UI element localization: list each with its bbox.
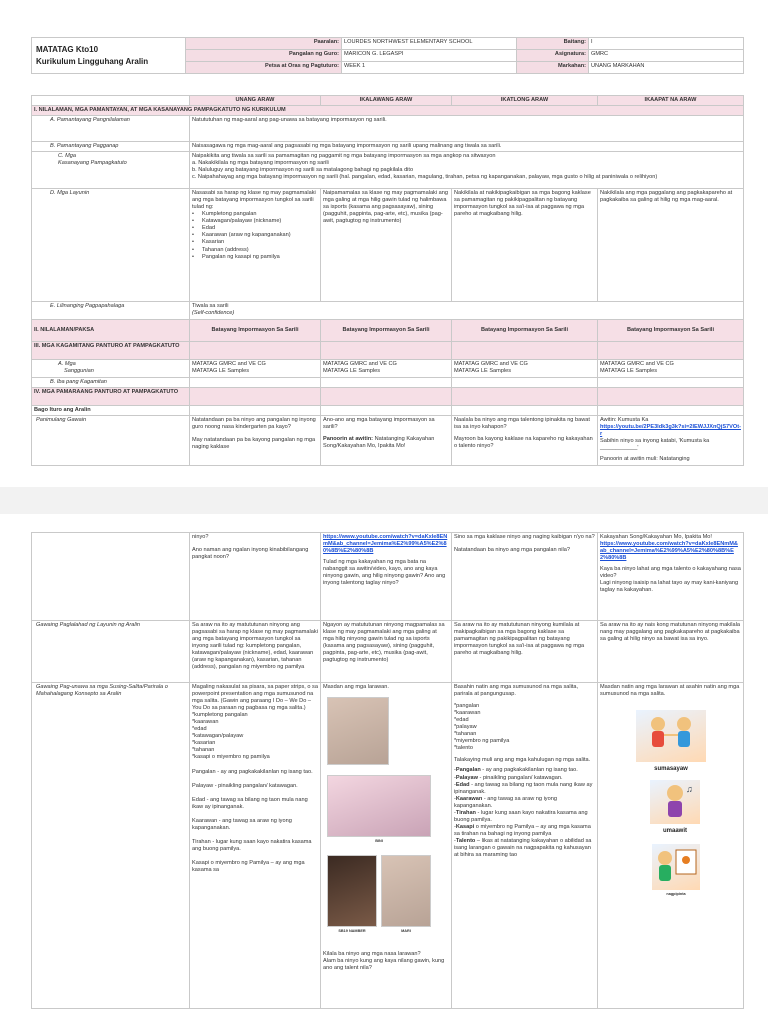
panimula-cont-day-1 bbox=[190, 533, 321, 621]
panimula-cont-day-3 bbox=[452, 533, 598, 621]
layunin-day-1-intro: Nasasabi sa harap ng klase ng may pagmamalaki ang mga batayang impormasyon tungkol sa sarili tulad ng: bbox=[192, 190, 316, 211]
panimula-day-3 bbox=[452, 416, 598, 465]
title-kurikulum: Kurikulum Lingguhang Aralin bbox=[36, 56, 149, 66]
panimula-day-2 bbox=[321, 416, 452, 465]
col-day-3: IKATLONG ARAW bbox=[452, 96, 598, 106]
paglalahad-day-1: Sa araw na ito ay matututunan ninyong ang pagsasabi sa harap ng klase ng may pagmamalaki ang mga batayang impormasyon tungkol sa inyong sarili tulad ng: kumpletong pangalan, katawagan/palayaw (nickname), edad, kaarawan (araw ng kapanganakan), kasarian, tahanan (address), pangalan ng miyembro ng pamilya bbox=[190, 621, 321, 683]
sanggunian-2: MATATAG LE Samples bbox=[323, 368, 381, 375]
sanggunian-day-1 bbox=[190, 360, 321, 378]
caption-nagpipinta: nagpipinta bbox=[666, 892, 686, 897]
panimula-cont-day-4-b: Kaya ba ninyo lahat ang mga talento o kakayahang nasa video? bbox=[600, 566, 741, 580]
asignatura-value: GMRC bbox=[589, 50, 744, 62]
panimula-day-1-a: Natatandaan pa ba ninyo ang pangalan ng inyong guro noong nasa kindergarten pa kayo? bbox=[192, 417, 316, 431]
list-item: • Tahanan (address) bbox=[192, 247, 318, 254]
panimula-cont-day-2-b: Tulad ng mga kakayahan ng mga bata na nabanggit sa awitin/video, kayo, ano ang kaya ninyong gawin, ang hilig ninyong gawin? Ano ang inyong talentong taglay ninyo? bbox=[323, 559, 446, 587]
definition-text: – likas at natatanging kakayahan o abilidad sa isang larangan o gawain na nagpapakita ng kahusayan at bihira sa maraming tao bbox=[454, 837, 592, 859]
definition-item: -Edad - ang tawag sa bilang ng taon mula nang ikaw ay ipinanganak. bbox=[454, 781, 593, 795]
panimula-cont-day-2 bbox=[321, 533, 452, 621]
pagpapahalaga-line-1: Tiwala sa sarili bbox=[192, 303, 229, 310]
sanggunian-label-2: Sanggunian bbox=[64, 368, 94, 375]
definition-item: -Kaarawan - ang tawag sa araw ng iyong kapanganakan. bbox=[454, 795, 557, 809]
panoorin-text: Natatanging Kakayahan Song/Kakayahan Mo, Ipakita Mo! bbox=[323, 436, 435, 450]
panimula-cont-day-1-b: Ano naman ang ngalan inyong kinabibilangang pangkat noon? bbox=[192, 547, 309, 561]
definition-term: Kasapi bbox=[455, 823, 475, 830]
pamantayang-pangnilalaman-label: A. Pamantayang Pangnilalaman bbox=[32, 116, 190, 142]
pag-unawa-day-4-a: Masdan natin ang mga larawan at asahin natin ang mga sumusunod na mga salita. bbox=[600, 684, 740, 698]
panimula-day-4-b: Sabihin ninyo sa inyong katabi, 'Kumusta ka ____________' bbox=[600, 438, 710, 452]
panimula-day-3-a: Naalala ba ninyo ang mga talentong ipinakita ng bawat isa sa inyo kahapon? bbox=[454, 417, 590, 431]
sanggunian-label-1: A. Mga bbox=[58, 361, 76, 368]
paglalahad-day-3: Sa araw na ito ay matututunan ninyong kumilala at makipagkaibigan sa mga bagong kaklase sa pamamagitan ng pakikipagpalitan ng batayang impormasyon tungkol sa sa'i-isa at paggawa ng mga pareho at magkaibang hilig. bbox=[452, 621, 598, 683]
asignatura-label: Asignatura: bbox=[517, 50, 589, 62]
pag-unawa-day-3-a: Basahin natin ang mga sumusunod na mga salita, parirala at pangungusap. bbox=[454, 684, 579, 698]
pag-unawa-day-3 bbox=[452, 683, 598, 1009]
kasanayan-text: Naipakikita ang tiwala sa sarili sa pamamagitan ng paggamit ng mga batayang impormasyon sa mga angkop na sitwasyon a. Nakakikilala ng mga batayang impormasyon ng sarili b. Naluluguy ang batayang impormasyon ng sarili sa matalagong bahagi ng pagkilala dito c. Naipahahayag ang mga batayang impormasyon ng sarili (hal. pangalan, edad, kasarian, magulang, tirahan, petsa ng kapanganakan, palayaw, mga gusto o hilig at paniniwala o relihiyon) bbox=[190, 152, 744, 189]
kakayahan-video-link-2[interactable]: https://www.youtube.com/watch?v=daKxle8ENmM&ab_channel=Jemima%E2%99%A5%E2%80%8B%E2%80%8B bbox=[600, 541, 738, 562]
layunin-day-3: Nakikilala at nakikipagkaibigan sa mga bagong kaklase sa pamamagitan ng pakikipagpalitan ng batayang impormasyon tungkol sa sa'i-isa at paggawa ng mga pareho at magkaibang hilig. bbox=[452, 189, 598, 302]
sanggunian-day-4 bbox=[598, 360, 744, 378]
pamantayang-pagganap-text: Naisasagawa ng mga mag-aaral ang pagsasabi ng mga batayang impormasyon ng sarili upang malinang ang tiwala sa sarili. bbox=[190, 142, 744, 152]
caption-umaawit: umaawit bbox=[662, 828, 687, 835]
definition-term: Edad bbox=[455, 781, 470, 788]
definition-item: -Tirahan - lugar kung saan kayo nakatira kasama ang buong pamilya. bbox=[454, 809, 588, 823]
list-item: • Edad bbox=[192, 225, 318, 232]
paglalahad-day-4: Sa araw na ito ay nais kong matutunan ninyong makilala nang may paggalang ang pagkakapareho at pagkakaiba sa galing at hilig ninyo sa bawat isa sa inyo. bbox=[598, 621, 744, 683]
pamantayang-pangnilalaman-text: Natututuhan ng mag-aaral ang pag-unawa sa batayang impormasyon ng sarili. bbox=[190, 116, 744, 142]
sanggunian-2: MATATAG LE Samples bbox=[454, 368, 512, 375]
panimula-day-2-a: Ano-ano ang mga batayang impormasyon sa sarili? bbox=[323, 417, 435, 431]
layunin-day-1 bbox=[190, 189, 321, 302]
definition-item: -Pangalan - ay ang pagkakakilanlan ng isang tao. bbox=[454, 767, 578, 774]
paglalahad-day-2: Ngayon ay matututunan ninyong magpamalas sa klase ng may pagmamalaki ang mga galing at mga hilig ninyong gawin tulad ng sa isports (kasama ang pagsasayaw), sining (pagguhit, pagpinta, pag-arte, etc), musika (pag-awit, pagtugtog ng instrumento) bbox=[321, 621, 452, 683]
celebrity-photos bbox=[323, 691, 449, 951]
panimula-cont-day-4 bbox=[598, 533, 744, 621]
pagpapahalaga-text bbox=[190, 302, 744, 320]
definition-term: Talento bbox=[455, 837, 476, 844]
list-item: • Kasarian bbox=[192, 239, 318, 246]
paksa-day-3: Batayang Impormasyon Sa Sarili bbox=[452, 320, 598, 342]
definition-term: Kaarawan bbox=[455, 795, 483, 802]
section-4-heading: IV. MGA PAMARAANG PANTURO AT PAMPAGKATUTO bbox=[32, 388, 190, 406]
layunin-day-1-list bbox=[192, 211, 318, 260]
pag-unawa-day-3-b: Talakaying muli ang ang mga kahulugan ng mga salita. bbox=[454, 757, 591, 764]
caption-sb19: SB19 NAMBER bbox=[338, 929, 366, 934]
pag-unawa-day-3-list: *pangalan *kaarawan *edad *palayaw *tahanan *miyembro ng pamilya *talento bbox=[454, 703, 510, 752]
paglalahad-label: Gawaing Paglalahad ng Layunin ng Aralin bbox=[32, 621, 190, 683]
header-title-cell bbox=[32, 38, 186, 74]
painting-kid-image bbox=[652, 844, 700, 890]
sanggunian-label bbox=[32, 360, 190, 378]
svg-text:♫: ♫ bbox=[686, 784, 693, 795]
iba-pang-kagamitan-label: B. Iba pang Kagamitan bbox=[32, 378, 190, 388]
petsa-label: Petsa at Oras ng Pagtuturo: bbox=[186, 62, 342, 74]
paksa-day-1: Batayang Impormasyon Sa Sarili bbox=[190, 320, 321, 342]
sanggunian-day-3 bbox=[452, 360, 598, 378]
panimula-cont-day-1-a: ninyo? bbox=[192, 534, 209, 540]
section-3-heading: III. MGA KAGAMITANG PANTURO AT PAMPAGKATUTO bbox=[32, 342, 190, 360]
page-2 bbox=[0, 514, 768, 1024]
photo-mari bbox=[381, 855, 431, 927]
panimula-cont-day-3-a: Sino sa mga kaklase ninyo ang naging kaibigan n'yo na? bbox=[454, 534, 595, 540]
dancing-kids-icon bbox=[636, 710, 706, 762]
panimula-cont-day-4-c: Lagi ninyong isaisip na lahat tayo ay may kani-kaniyang taglay na kakayahan. bbox=[600, 580, 739, 594]
definition-text: - ang tawag sa bilang ng taon mula nang ikaw ay ipinanganak. bbox=[454, 781, 593, 795]
sanggunian-2: MATATAG LE Samples bbox=[192, 368, 250, 375]
caption-bini: BINI bbox=[375, 839, 383, 844]
list-item: • Katawagan/palayaw (nickname) bbox=[192, 218, 318, 225]
panimula-day-4-c: Panoorin at awitin muli: Natatanging bbox=[600, 456, 690, 463]
baitang-value: I bbox=[589, 38, 744, 50]
panimula-day-3-b: Mayroon ba kayong kaklase na kapareho ng kakayahan o talento ninyo? bbox=[454, 436, 593, 450]
list-item: • Kaarawan (araw ng kapanganakan) bbox=[192, 232, 318, 239]
definition-term: Palayaw bbox=[455, 774, 478, 781]
sanggunian-day-2 bbox=[321, 360, 452, 378]
section-2-heading: II. NILALAMAN/PAKSA bbox=[32, 320, 190, 342]
panimula-day-1-b: May natatandaan pa ba kayong pangalan ng mga naging kaklase bbox=[192, 437, 316, 451]
pagpapahalaga-line-2: (Self-confidence) bbox=[192, 310, 235, 317]
kasanayan-label-1: C. Mga bbox=[58, 153, 77, 160]
painting-kid-icon bbox=[652, 844, 700, 890]
definition-item: -Talento – likas at natatanging kakayahan o abilidad sa isang larangan o gawain na nagpapakita ng kahusayan at bihira sa maraming tao bbox=[454, 837, 592, 859]
definition-term: Tirahan bbox=[455, 809, 476, 816]
sanggunian-2: MATATAG LE Samples bbox=[600, 368, 658, 375]
list-item: • Pangalan ng kasapi ng pamilya bbox=[192, 254, 318, 261]
pag-unawa-day-2 bbox=[321, 683, 452, 1009]
kumusta-ka-link[interactable]: https://youtu.be/2PE3Idk3g3k?si=2IEWJJXnQjS7VOt-r bbox=[600, 424, 741, 438]
definition-item: -Kasapi o miyembro ng Pamilya – ay ang mga kasama sa tirahan na bahagi ng inyong pamilya bbox=[454, 823, 591, 837]
panimula-day-2-b bbox=[323, 436, 449, 450]
lesson-table-1 bbox=[31, 95, 744, 466]
pag-unawa-label: Gawaing Pag-unawa sa mga Susing-Salita/Parirala o Mahahalagang Konsepto sa Aralin bbox=[32, 683, 190, 1009]
definition-item: -Palayaw - pinaikling pangalan/ katawagan. bbox=[454, 774, 563, 781]
page-1 bbox=[0, 0, 768, 487]
guro-value: MARICON G. LEGASPI bbox=[342, 50, 517, 62]
petsa-value: WEEK 1 bbox=[342, 62, 517, 74]
markahan-value: UNANG MARKAHAN bbox=[589, 62, 744, 74]
photo-singer bbox=[327, 697, 389, 765]
pag-unawa-day-2-b: Kilala ba ninyo ang mga nasa larawan? Alam ba ninyo kung ang kaya nilang gawin, kung ano ang talent nila? bbox=[323, 951, 445, 972]
list-item: • Kumpletong pangalan bbox=[192, 211, 318, 218]
photo-performer bbox=[327, 855, 377, 927]
pamantayang-pagganap-label: B. Pamantayang Pagganap bbox=[32, 142, 190, 152]
paaralan-label: Paaralan: bbox=[186, 38, 342, 50]
sanggunian-1: MATATAG GMRC and VE CG bbox=[192, 361, 266, 368]
bago-ituro-label: Bago Ituro ang Aralin bbox=[32, 406, 190, 416]
kasanayan-label bbox=[32, 152, 190, 189]
pag-unawa-day-3-defs bbox=[454, 767, 595, 859]
panimula-day-4-a: Awitin: Kumusta Ka bbox=[600, 417, 649, 424]
col-day-2: IKALAWANG ARAW bbox=[321, 96, 452, 106]
sanggunian-1: MATATAG GMRC and VE CG bbox=[454, 361, 528, 368]
markahan-label: Markahan: bbox=[517, 62, 589, 74]
col-day-1: UNANG ARAW bbox=[190, 96, 321, 106]
kakayahan-video-link[interactable]: https://www.youtube.com/watch?v=daKxle8ENmM&ab_channel=Jemima%E2%99%A5%E2%80%8B%E2%80%8B bbox=[323, 534, 448, 555]
header-table bbox=[31, 37, 744, 74]
section-1-heading: I. NILALAMAN, MGA PAMANTAYAN, AT MGA KASANAYANG PAMPAGKATUTO NG KURIKULUM bbox=[32, 106, 744, 116]
panimula-cont-day-3-b: Natatandaan ba ninyo ang mga pangalan nila? bbox=[454, 547, 571, 554]
definition-text: o miyembro ng Pamilya – ay ang mga kasama sa tirahan na bahagi ng inyong pamilya bbox=[454, 823, 591, 837]
photo-group-bini bbox=[327, 775, 431, 837]
definition-text: - ang tawag sa araw ng iyong kapanganakan. bbox=[454, 795, 557, 809]
panimula-cont-day-4-a: Kakayahan Song/Kakayahan Mo, Ipakita Mo! bbox=[600, 534, 712, 540]
caption-mari: MARI bbox=[401, 929, 411, 934]
definition-term: Pangalan bbox=[455, 767, 481, 774]
sanggunian-1: MATATAG GMRC and VE CG bbox=[323, 361, 397, 368]
pagpapahalaga-label: E. Lilinanging Pagpapahalaga bbox=[32, 302, 190, 320]
col-day-4: IKAAPAT NA ARAW bbox=[598, 96, 744, 106]
singing-kid-image bbox=[650, 780, 700, 824]
panimula-day-1 bbox=[190, 416, 321, 465]
definition-text: - ay ang pagkakakilanlan ng isang tao. bbox=[480, 767, 578, 774]
guro-label: Pangalan ng Guro: bbox=[186, 50, 342, 62]
panimula-day-4 bbox=[598, 416, 744, 465]
pag-unawa-day-4 bbox=[598, 683, 744, 1009]
dancing-kids-image bbox=[636, 710, 706, 762]
singing-kid-icon bbox=[650, 780, 700, 824]
layunin-day-2: Naipamamalas sa klase ng may pagmamalaki ang mga galing at mga hilig gawin tulad ng halimbawa sa isports (kasama ang pagsasayaw), sining (pagguhit, pagpinta, pag-arte, etc), musika (pag-awit, pagtugtog ng instrumento) bbox=[321, 189, 452, 302]
lesson-table-2 bbox=[31, 532, 744, 1009]
layunin-label: D. Mga Layunin bbox=[32, 189, 190, 302]
pag-unawa-day-1: Magaling nakasulat sa pisara, sa paper strips, o sa powerpoint presentation ang mga sumusunod na mga salita. (Gawin ang paraang I Do – We Do – You Do sa paraan ng pagbasa ng mga salita.) *kumpletong pangalan *kaarawan *edad *katawagan/palayaw *kasarian *tahanan *kasapi o miyembro ng pamilya Pangalan - ay ang pagkakakilanlan ng isang tao. Palayaw - pinaikling pangalan/ katawagan. Edad - ang tawag sa bilang ng taon mula nang ikaw ay ipinanganak. Kaarawan - ang tawag sa araw ng iyong kapanganakan. Tirahan - lugar kung saan kayo nakatira kasama ang buong pamilya. Kasapi o miyembro ng Pamilya – ay ang mga kasama sa bbox=[190, 683, 321, 1009]
baitang-label: Baitang: bbox=[517, 38, 589, 50]
title-matatag: MATATAG Kto10 bbox=[36, 44, 99, 54]
activity-illustrations bbox=[600, 698, 741, 998]
definition-text: - pinaikling pangalan/ katawagan. bbox=[477, 774, 563, 781]
panimulang-gawain-label: Panimulang Gawain bbox=[32, 416, 190, 465]
paaralan-value: LOURDES NORTHWEST ELEMENTARY SCHOOL bbox=[342, 38, 517, 50]
pag-unawa-day-2-a: Masdan ang mga larawan. bbox=[323, 684, 389, 690]
kasanayan-label-2: Kasanayang Pampagkatuto bbox=[58, 160, 127, 167]
sanggunian-1: MATATAG GMRC and VE CG bbox=[600, 361, 674, 368]
paksa-day-2: Batayang Impormasyon Sa Sarili bbox=[321, 320, 452, 342]
panoorin-label: Panoorin at awitin: bbox=[323, 436, 374, 443]
layunin-day-4: Nakikilala ang mga paggalang ang pagkakapareho at pagkakaiba sa galing at hilig ng mga mag-aaral. bbox=[598, 189, 744, 302]
definition-text: - lugar kung saan kayo nakatira kasama ang buong pamilya. bbox=[454, 809, 588, 823]
paksa-day-4: Batayang Impormasyon Sa Sarili bbox=[598, 320, 744, 342]
caption-sumasayaw: sumasayaw bbox=[654, 766, 688, 773]
